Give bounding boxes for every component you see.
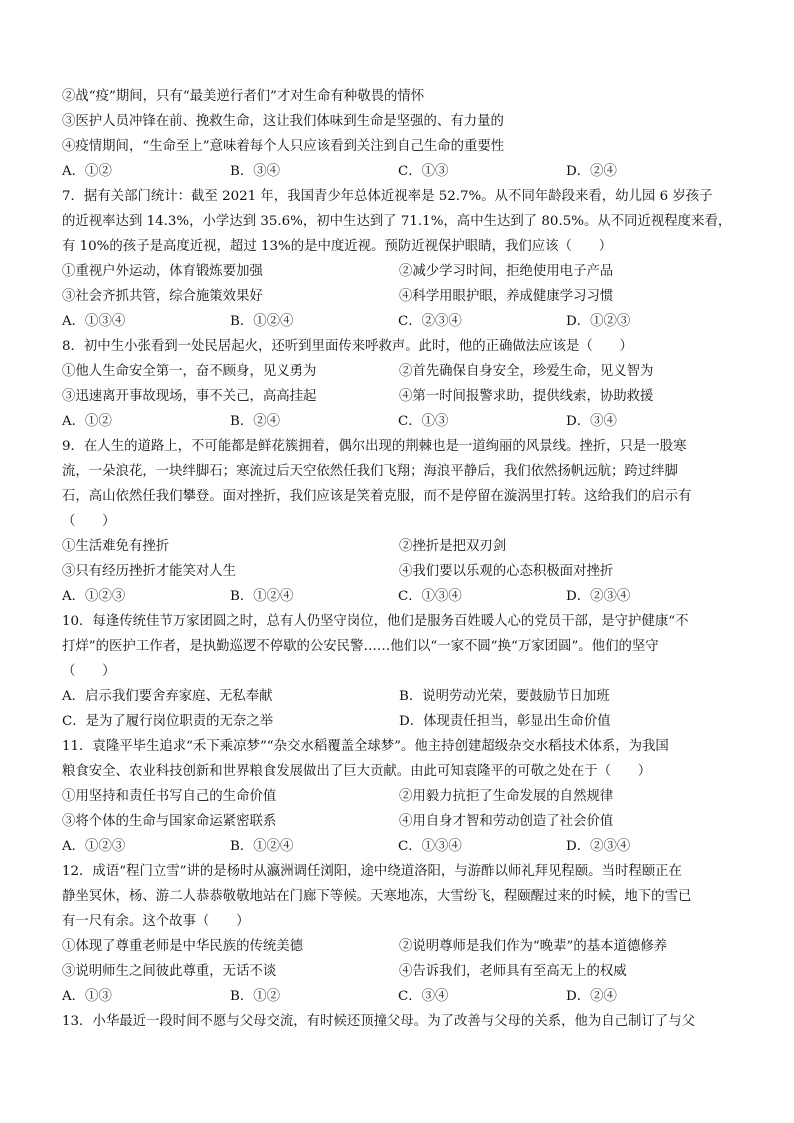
item-1: ①他人生命安全第一，奋不顾身，见义勇为 [62, 364, 317, 379]
exam-page [62, 84, 748, 1034]
item-3: ③将个体的生命与国家命运紧密联系 [62, 814, 277, 829]
option-a: A．①② [62, 164, 112, 179]
option-d: D．②④ [566, 989, 617, 1004]
item-4: ④告诉我们，老师具有至高无上的权威 [399, 964, 627, 979]
question-stem: 静坐冥休，杨、游二人恭恭敬敬地站在门廊下等候。天寒地冻，大雪纷飞，程颐醒过来的时候，地下的雪已 [62, 889, 692, 904]
option-c: C．①③ [398, 164, 449, 179]
item-1: ①重视户外运动，体育锻炼要加强 [62, 264, 263, 279]
option-c: C．是为了履行岗位职责的无奈之举 [62, 714, 274, 729]
item-3: ③社会齐抓共管，综合施策效果好 [62, 289, 263, 304]
question-stem: （ ） [62, 664, 116, 679]
item-line: ④疫情期间，“生命至上”意味着每个人只应该看到关注到自己生命的重要性 [62, 139, 505, 154]
answer-options [62, 709, 748, 734]
question-13 [62, 1009, 748, 1034]
option-b: B．③④ [230, 164, 281, 179]
item-line: ③医护人员冲锋在前、挽救生命，这让我们体味到生命是坚强的、有力量的 [62, 114, 504, 129]
option-a: A．①③ [62, 989, 112, 1004]
option-a: A．①③④ [62, 314, 126, 329]
item-1: ①生活难免有挫折 [62, 539, 170, 554]
item-row [62, 934, 748, 959]
question-8 [62, 334, 748, 434]
question-11 [62, 734, 748, 859]
option-b: B．说明劳动光荣，要鼓励节日加班 [399, 689, 610, 704]
question-10 [62, 609, 748, 734]
option-d: D．①②③ [566, 314, 631, 329]
question-7 [62, 184, 748, 334]
option-a: A．启示我们要舍弃家庭、无私奉献 [62, 689, 273, 704]
item-2: ②说明尊师是我们作为“晚辈”的基本道德修养 [399, 939, 668, 954]
item-1: ①体现了尊重老师是中华民族的传统美德 [62, 939, 304, 954]
question-stem: 9．在人生的道路上，不可能都是鲜花簇拥着，偶尔出现的荆棘也是一道绚丽的风景线。挫折，只是一股寒 [62, 439, 687, 454]
option-d: D．②③④ [566, 839, 631, 854]
item-2: ②减少学习时间，拒绝使用电子产品 [399, 264, 614, 279]
answer-options [62, 984, 748, 1009]
item-row [62, 384, 748, 409]
question-6-continuation [62, 84, 748, 184]
question-stem: 粮食安全、农业科技创新和世界粮食发展做出了巨大贡献。由此可知袁隆平的可敬之处在于（ ） [62, 764, 652, 779]
answer-options [62, 834, 748, 859]
item-1: ①用坚持和责任书写自己的生命价值 [62, 789, 277, 804]
question-stem: 打烊”的医护工作者，是执勤巡逻不停歇的公安民警……他们以“一家不圆”换“万家团圆”。他们的坚守 [62, 639, 659, 654]
item-3: ③只有经历挫折才能笑对人生 [62, 564, 237, 579]
item-4: ④第一时间报警求助，提供线索，协助救援 [399, 389, 654, 404]
item-row [62, 359, 748, 384]
item-row [62, 809, 748, 834]
item-3: ③迅速离开事故现场，事不关己，高高挂起 [62, 389, 317, 404]
question-stem: 12．成语“程门立雪”讲的是杨时从瀛洲调任浏阳，途中绕道洛阳，与游酢以师礼拜见程颐。当时程颐正在 [62, 864, 682, 879]
question-stem: 7．据有关部门统计：截至 2021 年，我国青少年总体近视率是 52.7%。从不同年龄段来看，幼儿园 6 岁孩子 [62, 189, 713, 204]
item-2: ②挫折是把双刃剑 [399, 539, 507, 554]
question-9 [62, 434, 748, 609]
option-a: A．①②③ [62, 589, 126, 604]
option-c: C．①③④ [398, 839, 462, 854]
option-a: A．①② [62, 414, 112, 429]
item-row [62, 959, 748, 984]
option-c: C．①③ [398, 414, 449, 429]
option-d: D．③④ [566, 414, 617, 429]
item-3: ③说明师生之间彼此尊重，无话不谈 [62, 964, 277, 979]
question-stem: 的近视率达到 14.3%，小学达到 35.6%，初中生达到了 71.1%，高中生达到了 80.5%。从不同近视程度来看， [62, 214, 732, 229]
option-b: B．①②④ [230, 589, 294, 604]
option-a: A．①②③ [62, 839, 126, 854]
item-line: ②战“疫”期间，只有“最美逆行者们”才对生命有种敬畏的情怀 [62, 89, 425, 104]
option-c: C．③④ [398, 989, 449, 1004]
option-c: C．②③④ [398, 314, 462, 329]
question-stem: 流，一朵浪花，一块绊脚石；寒流过后天空依然任我们飞翔；海浪平静后，我们依然扬帆远航；跨过绊脚 [62, 464, 678, 479]
item-4: ④科学用眼护眼，养成健康学习习惯 [399, 289, 614, 304]
answer-options [62, 684, 748, 709]
question-stem: 石，高山依然任我们攀登。面对挫折，我们应该是笑着克服，而不是停留在漩涡里打转。这给我们的启示有 [62, 489, 692, 504]
question-stem: 11．袁隆平毕生追求“禾下乘凉梦”“杂交水稻覆盖全球梦”。他主持创建超级杂交水稻技术体系，为我国 [62, 739, 669, 754]
option-c: C．①③④ [398, 589, 462, 604]
question-12 [62, 859, 748, 1009]
item-4: ④我们要以乐观的心态积极面对挫折 [399, 564, 614, 579]
option-d: D．②④ [566, 164, 617, 179]
option-d: D．②③④ [566, 589, 631, 604]
question-stem: （ ） [62, 514, 116, 529]
item-4: ④用自身才智和劳动创造了社会价值 [399, 814, 614, 829]
item-row [62, 784, 748, 809]
item-2: ②首先确保自身安全，珍爱生命，见义智为 [399, 364, 654, 379]
answer-options [62, 309, 748, 334]
item-row [62, 534, 748, 559]
question-stem: 10．每逢传统佳节万家团圆之时，总有人仍坚守岗位，他们是服务百姓暖人心的党员干部，是守护健康“不 [62, 614, 689, 629]
answer-options [62, 409, 748, 434]
answer-options [62, 159, 748, 184]
item-row [62, 559, 748, 584]
item-row [62, 259, 748, 284]
option-d: D．体现责任担当，彰显出生命价值 [399, 714, 611, 729]
answer-options [62, 584, 748, 609]
item-row [62, 284, 748, 309]
option-b: B．①② [230, 989, 281, 1004]
option-b: B．①②④ [230, 314, 294, 329]
item-2: ②用毅力抗拒了生命发展的自然规律 [399, 789, 614, 804]
question-stem: 8．初中生小张看到一处民居起火，还听到里面传来呼救声。此时，他的正确做法应该是（ ） [62, 339, 633, 354]
option-b: B．①②④ [230, 839, 294, 854]
question-stem: 13．小华最近一段时间不愿与父母交流，有时候还顶撞父母。为了改善与父母的关系，他为自己制订了与父 [62, 1014, 696, 1029]
question-stem: 有 10%的孩子是高度近视，超过 13%的是中度近视。预防近视保护眼睛，我们应该（ ） [62, 239, 613, 254]
option-b: B．②④ [230, 414, 281, 429]
question-stem: 有一尺有余。这个故事（ ） [62, 914, 250, 929]
